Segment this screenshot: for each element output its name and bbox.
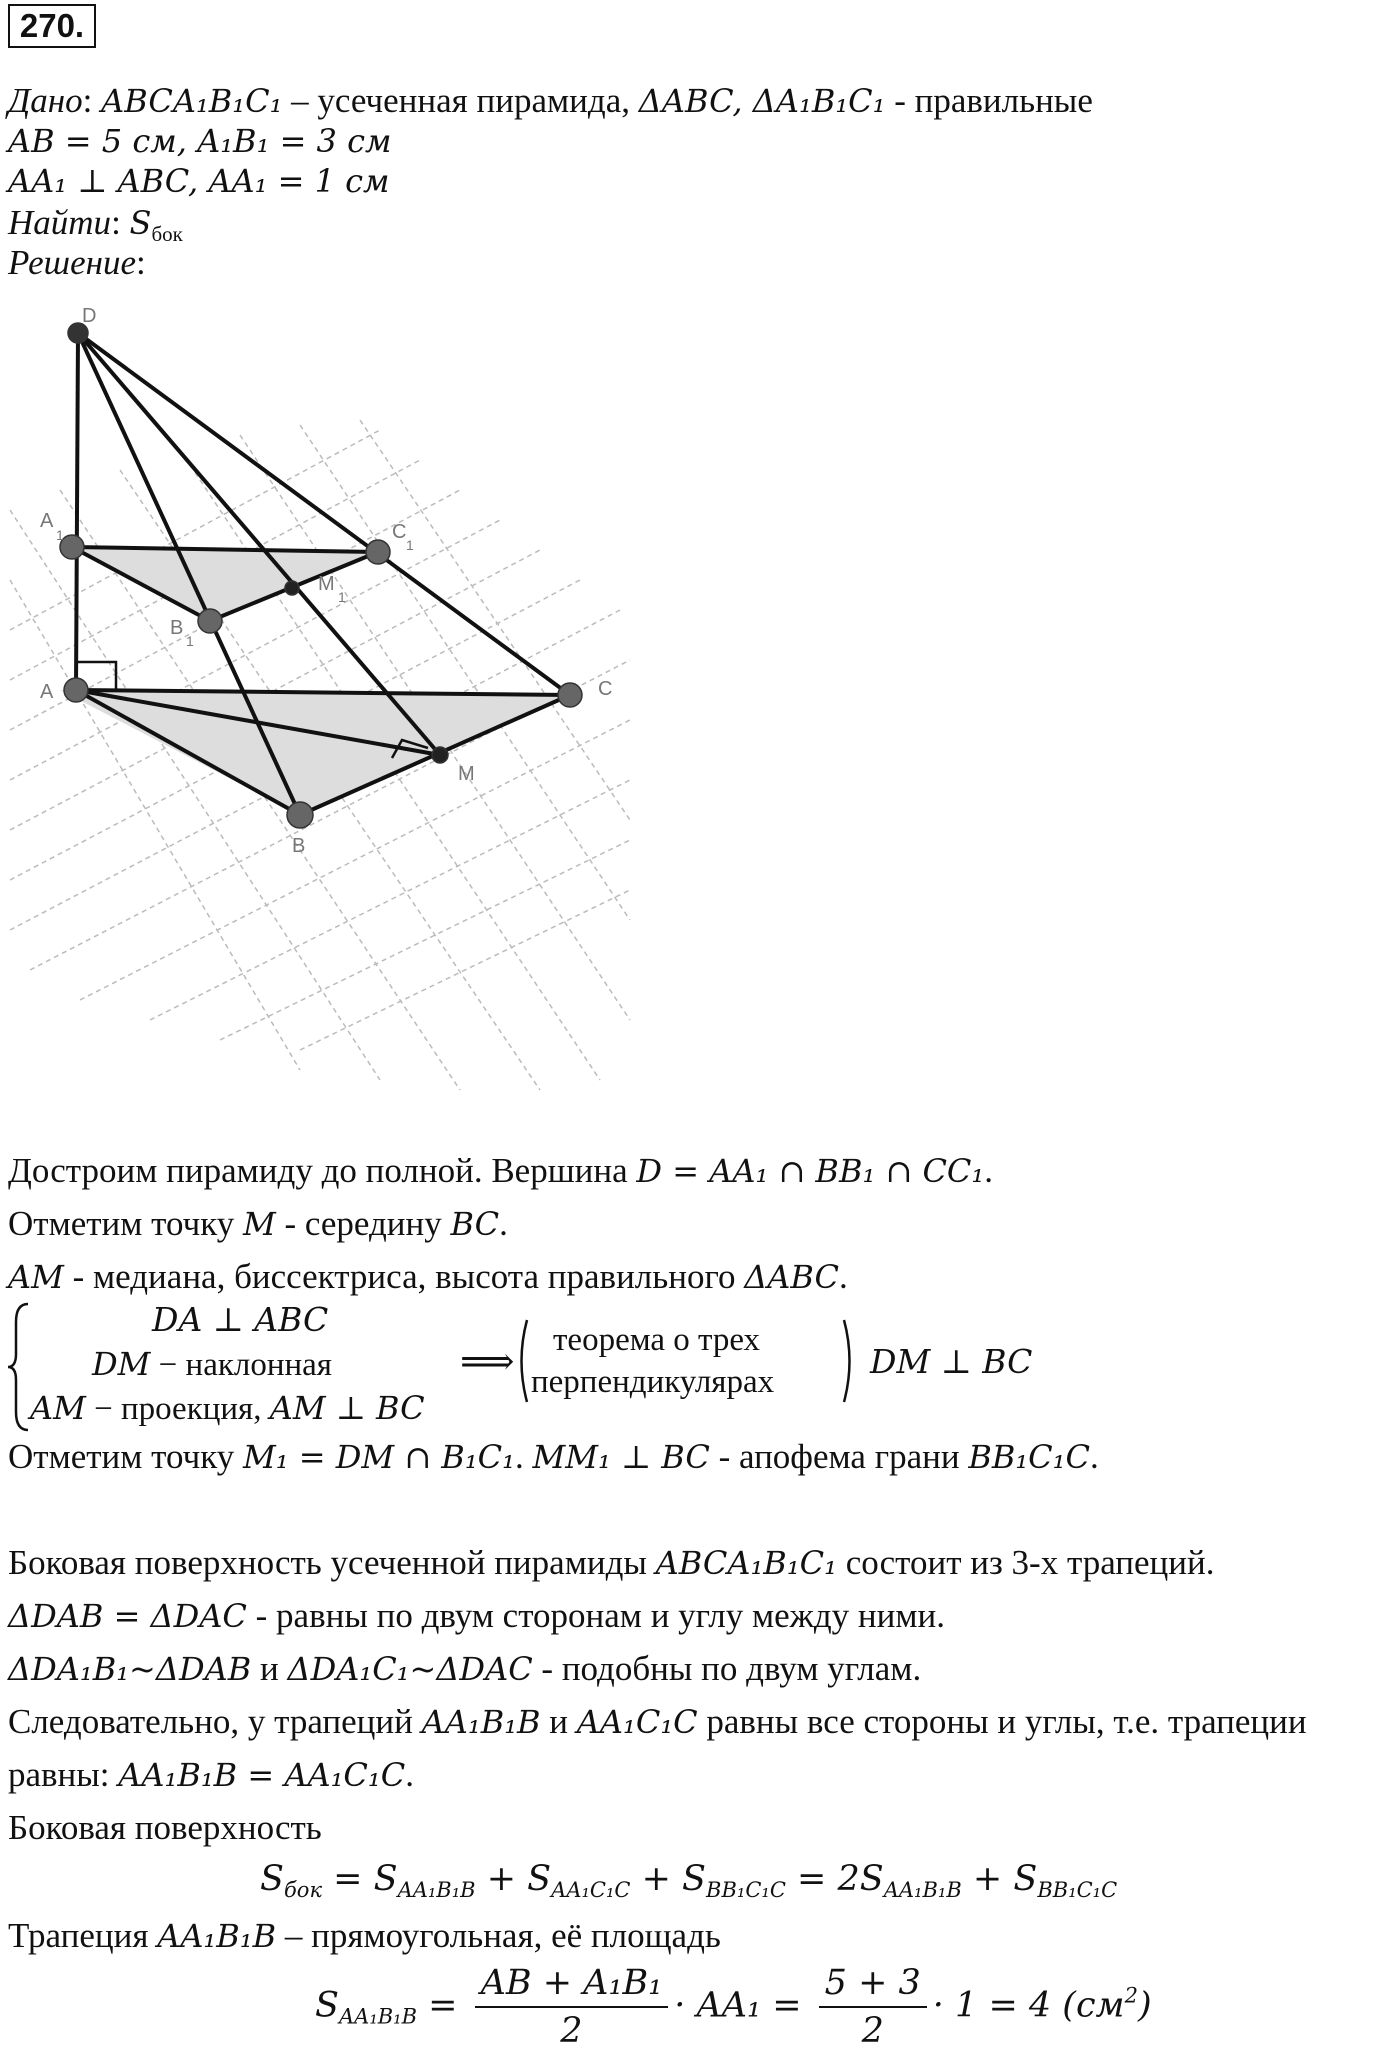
f1-eq2: = 2S — [785, 1859, 884, 1899]
f2-sup: 2 — [1124, 1983, 1138, 2008]
t2a: Отметим точку — [8, 1204, 243, 1243]
t1b: D = AA₁ ∩ BB₁ ∩ CC₁ — [636, 1152, 985, 1190]
t7d: - подобны по двум углам. — [532, 1649, 922, 1688]
text-line-8 — [8, 1701, 1307, 1743]
base-triangle — [60, 690, 570, 815]
label-M: M — [458, 763, 475, 785]
text-line-1 — [8, 1150, 993, 1192]
label-M1: M — [318, 573, 335, 595]
text-line-2 — [8, 1203, 508, 1245]
formula-trapezoid-area — [315, 1960, 1152, 2054]
sys-row-2 — [92, 1344, 332, 1385]
t4g: . — [1089, 1437, 1099, 1476]
frac2-num: 5 + 3 — [819, 1960, 927, 2008]
frac2-den: 2 — [861, 2011, 884, 2051]
t4a: Отметим точку — [8, 1437, 243, 1476]
formula-lateral-area — [260, 1858, 1117, 1900]
f2-close: ) — [1137, 1985, 1152, 2026]
text-line-6 — [8, 1595, 945, 1637]
t4c: . — [514, 1437, 533, 1476]
frac1-den: 2 — [560, 2011, 583, 2051]
sys3a: AM — [30, 1389, 86, 1427]
pyramid-figure — [0, 300, 640, 1120]
t1c: . — [984, 1151, 993, 1190]
theorem-line-2: перпендикулярах — [531, 1364, 775, 1400]
f1-plus1: + S — [475, 1859, 552, 1899]
given-text: – усеченная пирамида, — [282, 81, 639, 120]
label-C1: C — [392, 521, 407, 543]
t8e: равны все стороны и углы, т.е. трапеции — [697, 1702, 1307, 1741]
t7a: ΔDA₁B₁~ΔDAB — [8, 1650, 252, 1688]
t2e: . — [499, 1204, 508, 1243]
problem-number: 270. — [8, 4, 96, 48]
f1-s5: BB₁C₁C — [1037, 1878, 1118, 1902]
frac1-num: AB + A₁B₁ — [475, 1960, 669, 2008]
sys3c: AM ⊥ BC — [269, 1389, 425, 1427]
left-brace — [8, 1302, 30, 1432]
f1-plus2: + S — [630, 1859, 707, 1899]
point-C — [558, 683, 582, 707]
implies-arrow: ⟹ — [460, 1341, 515, 1383]
system-block — [8, 1300, 1108, 1440]
t2b: M — [242, 1205, 276, 1243]
t8a: Следовательно, у трапеций — [8, 1702, 422, 1741]
t9c: . — [405, 1755, 414, 1794]
f1-s3: BB₁C₁C — [706, 1878, 786, 1902]
point-M1 — [285, 581, 299, 595]
label-M1-sub: 1 — [338, 589, 346, 605]
t8b: AA₁B₁B — [421, 1703, 541, 1741]
solution-line: Решение: — [8, 243, 146, 282]
text-line-10: Боковая поверхность — [8, 1808, 322, 1847]
point-B — [287, 802, 313, 828]
f2-eq: = — [417, 1985, 469, 2026]
t4d: MM₁ ⊥ BC — [532, 1438, 710, 1476]
text-line-11 — [8, 1915, 721, 1957]
t8c: и — [540, 1702, 577, 1741]
f2-mul1: · AA₁ = — [674, 1985, 813, 2026]
t4f: BB₁C₁C — [968, 1438, 1090, 1476]
t5b: ABCA₁B₁C₁ — [655, 1544, 837, 1582]
fraction-1 — [475, 1960, 669, 2054]
f1-S: S — [260, 1859, 284, 1899]
t3c: ΔABC — [744, 1258, 839, 1296]
find-sub: бок — [151, 222, 183, 246]
paren-left — [515, 1318, 529, 1404]
t7b: и — [251, 1649, 288, 1688]
f1-rest: = S — [322, 1859, 398, 1899]
t9a: равны: — [8, 1755, 119, 1794]
paren-right — [842, 1318, 856, 1404]
f1-plus3: + S — [961, 1859, 1038, 1899]
given-line-1: Дано: ABCA₁B₁C₁ – усеченная пирамида, ΔABC, ΔA₁B₁C₁ - правильные — [8, 81, 1093, 120]
t5c: состоит из 3-х трапеций. — [836, 1543, 1215, 1582]
text-line-9 — [8, 1754, 414, 1796]
text-line-4 — [8, 1436, 1099, 1478]
point-B1 — [198, 609, 222, 633]
sys-row-1: DA ⊥ ABC — [152, 1300, 329, 1339]
t9b: AA₁B₁B = AA₁C₁C — [118, 1756, 406, 1794]
theorem-line-1: теорема о трех — [553, 1322, 761, 1358]
sys2a: DM — [92, 1345, 151, 1383]
find-label: Найти — [8, 203, 112, 242]
text-line-5 — [8, 1542, 1214, 1584]
point-M — [432, 747, 448, 763]
t11c: – прямоугольная, её площадь — [276, 1916, 721, 1955]
f2-S: S — [315, 1985, 339, 2026]
solution-label: Решение — [8, 243, 137, 282]
given-figure: ABCA₁B₁C₁ — [101, 82, 283, 120]
text-line-7 — [8, 1648, 921, 1690]
t7c: ΔDA₁C₁~ΔDAC — [287, 1650, 533, 1688]
label-C: C — [598, 678, 613, 700]
t6b: - равны по двум сторонам и углу между ними. — [246, 1596, 945, 1635]
find-value: S — [129, 204, 152, 242]
t11a: Трапеция — [8, 1916, 158, 1955]
label-C1-sub: 1 — [406, 537, 414, 553]
t1a: Достроим пирамиду до полной. Вершина — [8, 1151, 637, 1190]
fraction-2 — [819, 1960, 927, 2054]
point-A — [64, 678, 88, 702]
sys-row-3 — [30, 1388, 425, 1429]
sys2b: − наклонная — [150, 1347, 332, 1383]
t6a: ΔDAB = ΔDAC — [8, 1597, 247, 1635]
f2-mul2: · 1 = 4 (см — [932, 1985, 1125, 2026]
given-label: Дано — [8, 81, 83, 120]
t3a: AM — [8, 1258, 64, 1296]
f1-sub: бок — [283, 1878, 322, 1902]
f1-s1: AA₁B₁B — [397, 1878, 476, 1902]
label-B1-sub: 1 — [186, 633, 194, 649]
label-B: B — [292, 835, 306, 857]
t2d: BC — [450, 1205, 500, 1243]
given-triangles: ΔABC, ΔA₁B₁C₁ — [638, 82, 886, 120]
t2c: - середину — [275, 1204, 451, 1243]
t5a: Боковая поверхность усеченной пирамиды — [8, 1543, 656, 1582]
t4b: M₁ = DM ∩ B₁C₁ — [242, 1438, 515, 1476]
text-line-3 — [8, 1256, 848, 1298]
label-A1: A — [40, 510, 54, 532]
given-tail: - правильные — [885, 81, 1093, 120]
t8d: AA₁C₁C — [576, 1703, 698, 1741]
find-line: Найти: $S_{бок}$ — [8, 203, 183, 246]
point-C1 — [366, 540, 390, 564]
label-B1: B — [170, 617, 184, 639]
sys-result: DM ⊥ BC — [870, 1342, 1033, 1381]
label-A: A — [40, 681, 54, 703]
f1-s2: AA₁C₁C — [551, 1878, 631, 1902]
given-line-2: AB = 5 см, A₁B₁ = 3 см — [8, 122, 392, 160]
f2-sub: AA₁B₁B — [338, 2004, 418, 2029]
t3d: . — [839, 1257, 848, 1296]
t4e: - апофема грани — [709, 1437, 969, 1476]
label-D: D — [82, 305, 97, 327]
t3b: - медиана, биссектриса, высота правильного — [63, 1257, 745, 1296]
t11b: AA₁B₁B — [157, 1917, 277, 1955]
sys3b: − проекция, — [85, 1391, 270, 1427]
f1-s4: AA₁B₁B — [883, 1878, 962, 1902]
label-A1-sub: 1 — [56, 527, 64, 543]
given-line-3: AA₁ ⊥ ABC, AA₁ = 1 см — [8, 162, 390, 200]
